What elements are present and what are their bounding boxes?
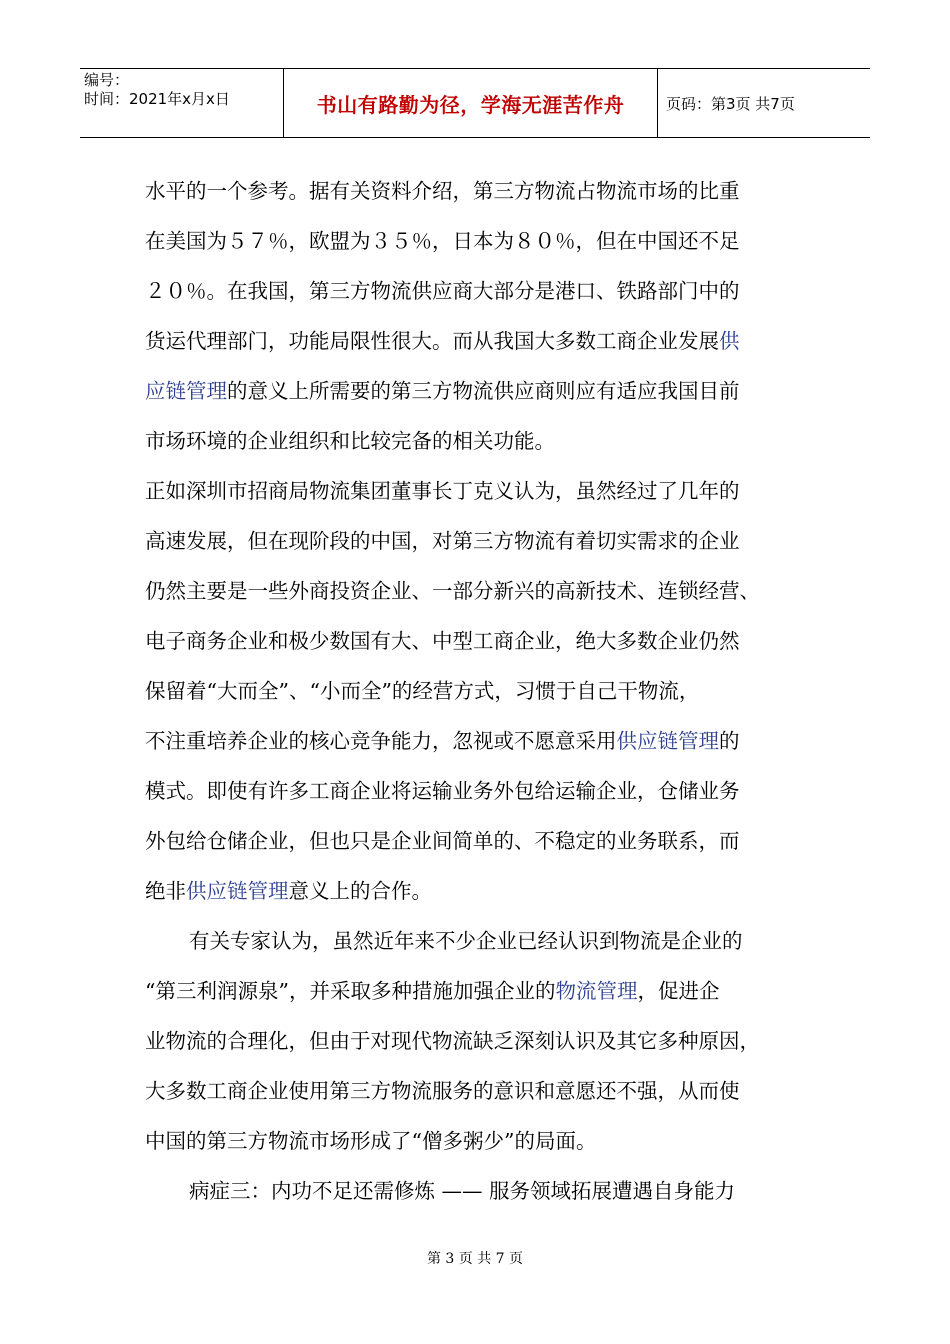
text-line [145, 716, 825, 766]
text-segment: 绝非 [145, 879, 186, 903]
text-segment: 不注重培养企业的核心竞争能力，忽视或不愿意采用 [145, 729, 617, 753]
paragraph [145, 1166, 825, 1216]
text-segment: 市场环境的企业组织和比较完备的相关功能。 [145, 429, 555, 453]
text-line [145, 966, 825, 1016]
text-segment: ，促进企 [637, 979, 720, 1003]
text-line [145, 1016, 825, 1066]
number-label: 编号： [84, 71, 130, 89]
text-segment: 大多数工商企业使用第三方物流服务的意识和意愿还不强，从而使 [145, 1079, 740, 1103]
text-line [145, 1066, 825, 1116]
document-body [145, 166, 825, 1216]
hyperlink[interactable]: 供 [719, 329, 740, 353]
text-line [145, 416, 825, 466]
paragraph [145, 166, 825, 466]
header-motto: 书山有路勤为径，学海无涯苦作舟 [284, 69, 658, 137]
text-line [145, 1166, 825, 1216]
text-segment: 水平的一个参考。据有关资料介绍，第三方物流占物流市场的比重 [145, 179, 740, 203]
hyperlink[interactable]: 供应链管理 [186, 879, 289, 903]
time-label: 时间：2021年x月x日 [84, 90, 230, 108]
text-segment: 意义上的合作。 [288, 879, 432, 903]
text-segment: ２０％。在我国，第三方物流供应商大部分是港口、铁路部门中的 [145, 279, 740, 303]
header-page-info: 页码：第3页 共7页 [666, 94, 795, 113]
text-line [145, 916, 825, 966]
text-segment: 正如深圳市招商局物流集团董事长丁克义认为，虽然经过了几年的 [145, 479, 740, 503]
page-header [80, 68, 870, 138]
text-segment: 业物流的合理化，但由于对现代物流缺乏深刻认识及其它多种原因， [145, 1029, 760, 1053]
text-line [145, 166, 825, 216]
text-line [145, 766, 825, 816]
text-line [145, 866, 825, 916]
text-segment: 高速发展，但在现阶段的中国，对第三方物流有着切实需求的企业 [145, 529, 740, 553]
text-segment: 电子商务企业和极少数国有大、中型工商企业，绝大多数企业仍然 [145, 629, 740, 653]
hyperlink[interactable]: 供应链管理 [616, 729, 719, 753]
text-segment: “第三利润源泉”，并采取多种措施加强企业的 [145, 979, 556, 1003]
text-segment: 模式。即使有许多工商企业将运输业务外包给运输企业，仓储业务 [145, 779, 740, 803]
paragraph [145, 916, 825, 1166]
text-line [145, 616, 825, 666]
text-line [145, 266, 825, 316]
text-line [145, 366, 825, 416]
text-line [145, 316, 825, 366]
text-segment: 的 [719, 729, 740, 753]
text-segment: 外包给仓储企业，但也只是企业间简单的、不稳定的业务联系，而 [145, 829, 740, 853]
hyperlink[interactable]: 物流管理 [555, 979, 638, 1003]
text-line [145, 216, 825, 266]
paragraph [145, 466, 825, 916]
text-segment: 的意义上所需要的第三方物流供应商则应有适应我国目前 [227, 379, 740, 403]
text-line [145, 516, 825, 566]
text-line [145, 816, 825, 866]
text-line [145, 1116, 825, 1166]
text-line [145, 466, 825, 516]
text-segment: 有关专家认为，虽然近年来不少企业已经认识到物流是企业的 [189, 929, 743, 953]
text-segment: 中国的第三方物流市场形成了“僧多粥少”的局面。 [145, 1129, 597, 1153]
text-segment: 货运代理部门，功能局限性很大。而从我国大多数工商企业发展 [145, 329, 719, 353]
text-segment: 在美国为５７％，欧盟为３５％，日本为８０％，但在中国还不足 [145, 229, 740, 253]
page-footer: 第 3 页 共 7 页 [426, 1251, 524, 1267]
text-segment: 病症三：内功不足还需修炼 —— 服务领域拓展遭遇自身能力 [189, 1179, 736, 1203]
text-segment: 仍然主要是一些外商投资企业、一部分新兴的高新技术、连锁经营、 [145, 579, 760, 603]
text-line [145, 666, 825, 716]
text-segment: 保留着“大而全”、“小而全”的经营方式，习惯于自己干物流， [145, 679, 700, 703]
header-meta [80, 69, 284, 137]
text-line [145, 566, 825, 616]
hyperlink[interactable]: 应链管理 [145, 379, 227, 403]
